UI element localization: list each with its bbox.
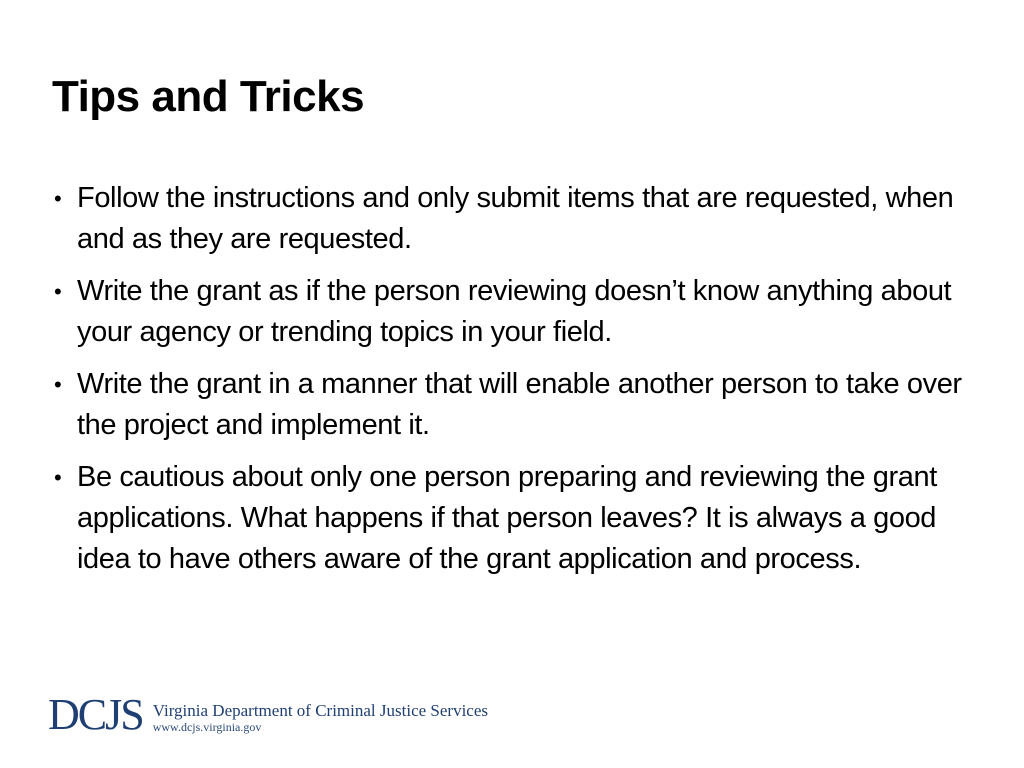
bullet-text: Be cautious about only one person preparing and reviewing the grant applications. What happens if that person leaves? It is always a good idea to have others aware of the grant application and process. — [77, 461, 937, 575]
dcjs-logo-mark: DCJS — [48, 690, 143, 739]
bullet-item — [50, 271, 990, 353]
bullet-text: Write the grant in a manner that will enable another person to take over the project and implement it. — [77, 368, 962, 441]
organization-website: www.dcjs.virginia.gov — [152, 720, 262, 734]
bullet-dot-icon: • — [54, 186, 62, 211]
bullet-text: Write the grant as if the person reviewing doesn’t know anything about your agency or trending topics in your field. — [77, 275, 952, 348]
bullet-item — [50, 457, 990, 580]
slide-title: Tips and Tricks — [52, 72, 365, 121]
footer-logo — [48, 690, 488, 740]
bullet-item — [50, 364, 990, 446]
bullet-text: Follow the instructions and only submit items that are requested, when and as they are requested. — [77, 182, 954, 255]
bullet-list — [50, 178, 990, 591]
logo-text — [153, 702, 488, 734]
bullet-dot-icon: • — [54, 465, 62, 490]
organization-name: Virginia Department of Criminal Justice Services — [152, 701, 488, 720]
bullet-dot-icon: • — [54, 372, 62, 397]
bullet-dot-icon: • — [54, 279, 62, 304]
bullet-item — [50, 178, 990, 260]
